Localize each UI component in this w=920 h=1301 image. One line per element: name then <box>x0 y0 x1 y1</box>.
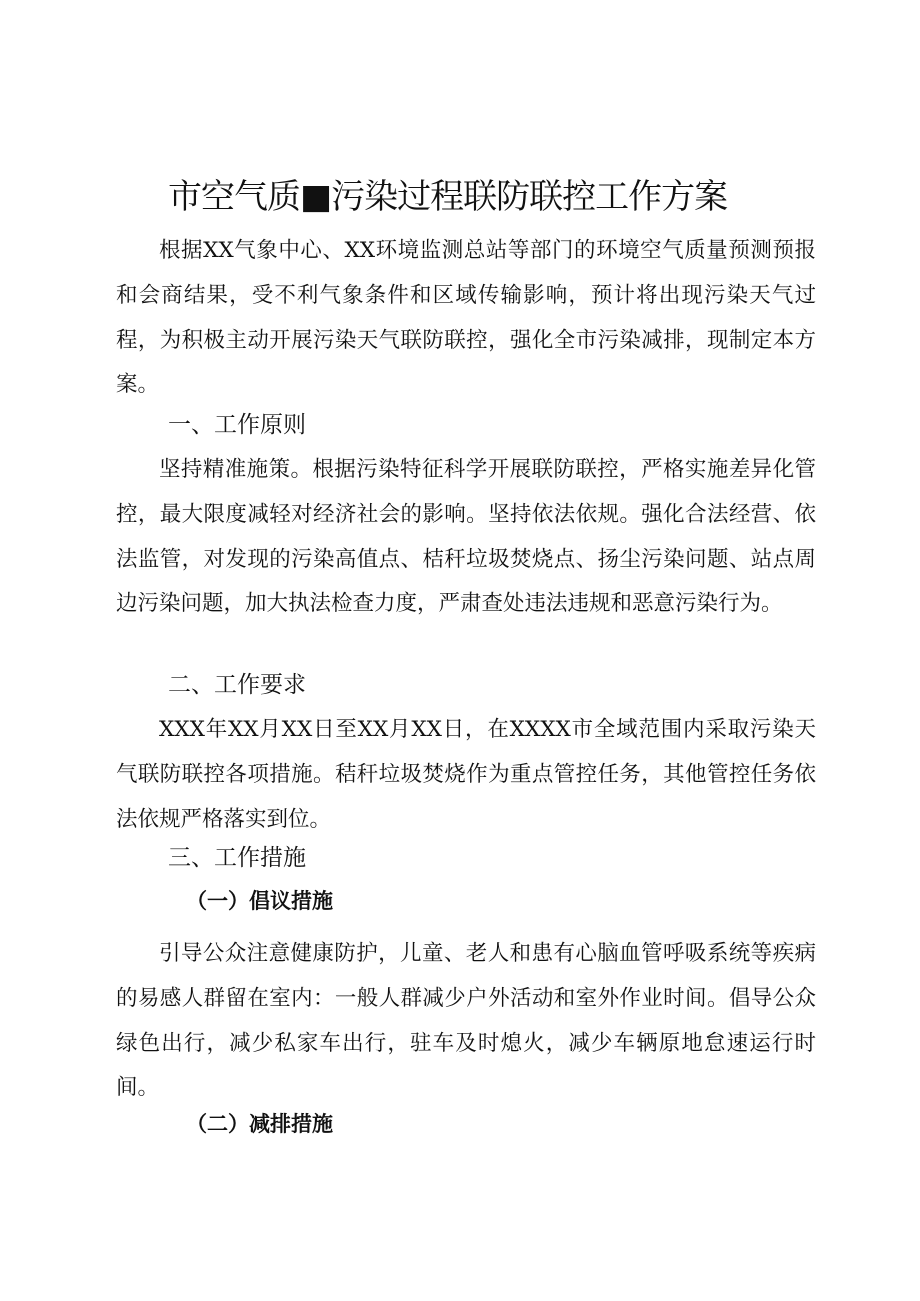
section-heading-requirements: 二、工作要求 <box>168 672 306 698</box>
subsection-heading-reduction: （二）减排措施 <box>186 1111 333 1136</box>
requirements-paragraph: XXX年XX月XX日至XX月XX日，在XXXX市全域范围内采取污染天气联防联控各项措施。秸秆垃圾焚烧作为重点管控任务，其他管控任务依法依规严格落实到位。 <box>116 717 816 832</box>
principles-paragraph: 坚持精准施策。根据污染特征科学开展联防联控，严格实施差异化管控，最大限度减轻对经济社会的影响。坚持依法依规。强化合法经营、依法监管，对发现的污染高值点、桔秆垃圾焚烧点、扬尘污染问题、站点周边污染问题，加大执法检查力度，严肃查处违法违规和恶意污染行为。 <box>116 457 816 617</box>
advocacy-paragraph: 引导公众注意健康防护，儿童、老人和患有心脑血管呼吸系统等疾病的易感人群留在室内：一般人群减少户外活动和室外作业时间。倡导公众绿色出行，减少私家车出行，驻车及时熄火，减少车辆原地怠速运行时间。 <box>116 941 816 1101</box>
section-heading-principles: 一、工作原则 <box>168 412 306 438</box>
document-title: 市空气质■污染过程联防联控工作方案 <box>168 177 728 217</box>
intro-paragraph: 根据XX气象中心、XX环境监测总站等部门的环境空气质量预测预报和会商结果，受不利气象条件和区域传输影响，预计将出现污染天气过程，为积极主动开展污染天气联防联控，强化全市污染减排，现制定本方案。 <box>116 238 816 398</box>
section-heading-measures: 三、工作措施 <box>168 845 306 871</box>
subsection-heading-advocacy: （一）倡议措施 <box>186 888 333 913</box>
